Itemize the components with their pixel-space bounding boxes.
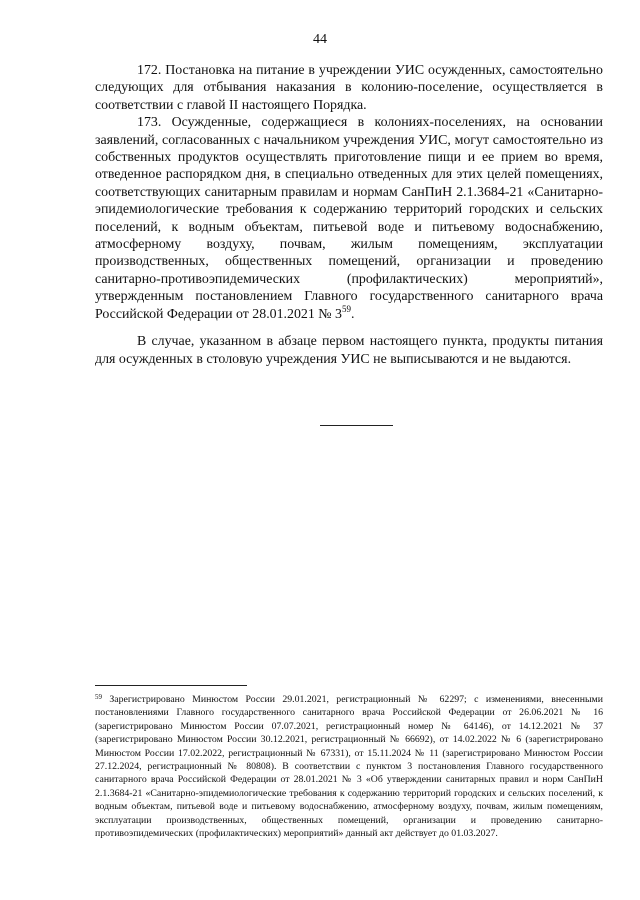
paragraph-172 [95,62,603,114]
footnote-reference[interactable]: 59 [341,303,351,314]
paragraph-173-continuation [95,333,603,368]
paragraph-173-continuation-text: В случае, указанном в абзаце первом настоящего пункта, продукты питания для осужденных в столовую учреждения УИС не выписываются и не выдаются. [95,334,603,367]
footnote-text: Зарегистрировано Минюстом России 29.01.2021, регистрационный № 62297; с изменениями, внесенными постановлениями Главного государственного санитарного врача Российской Федерации от 26.06.2021 № 16 (зарегистрировано Минюстом России 07.07.2021, регистрационный номер № 64146), от 14.12.2021 № 37 (зарегистрировано Минюстом России 30.12.2021, регистрационный № 66692), от 14.02.2022 № 6 (зарегистрировано Минюстом России 17.02.2022, регистрационный № 67331), от 15.11.2024 № 11 (зарегистрировано Минюстом России 27.12.2024, регистрационный № 80808). В соответствии с пунктом 3 постановления Главного государственного санитарного врача Российской Федерации от 28.01.2021 № 3 «Об утверждении санитарных правил и норм СанПиН 2.1.3684-21 «Санитарно-эпидемиологические требования к содержанию территорий городских и сельских поселений, к водным объектам, питьевой воде и питьевому водоснабжению, атмосферному воздуху, почвам, жилым помещениям, эксплуатации производственных, общественных помещений, организации и проведению санитарно-противоэпидемических (профилактических) мероприятий» данный акт действует до 01.03.2027. [95,694,603,840]
paragraph-173-text: 173. Осужденные, содержащиеся в колониях-поселениях, на основании заявлений, согласованных с начальником учреждения УИС, могут самостоятельно из собственных продуктов осуществлять приготовление пищи и ее прием во время, отведенное распорядком дня, в специально отведенных для этих целей помещениях, соответствующих санитарным правилам и нормам СанПиН 2.1.3684-21 «Санитарно-эпидемиологические требования к содержанию территорий городских и сельских поселений, к водным объектам, питьевой воде и питьевому водоснабжению, атмосферному воздуху, почвам, жилым помещениям, эксплуатации производственных, общественных помещений, организации и проведению санитарно-противоэпидемических (профилактических) мероприятий», утвержденным постановлением Главного государственного санитарного врача Российской Федерации от 28.01.2021 № 3 [95,115,603,322]
footnote-mark: 59 [95,693,102,701]
page-number: 44 [313,32,327,47]
paragraph-173-end: . [350,306,355,322]
paragraph-173 [95,114,603,323]
paragraph-172-text: 172. Постановка на питание в учреждении УИС осужденных, самостоятельно следующих для отбывания наказания в колонию-поселение, осуществляется в соответствии с главой II настоящего Порядка. [95,63,603,113]
main-text [95,62,603,368]
footnote-59 [95,693,603,840]
section-divider [320,425,393,426]
footnote-divider [95,685,247,686]
